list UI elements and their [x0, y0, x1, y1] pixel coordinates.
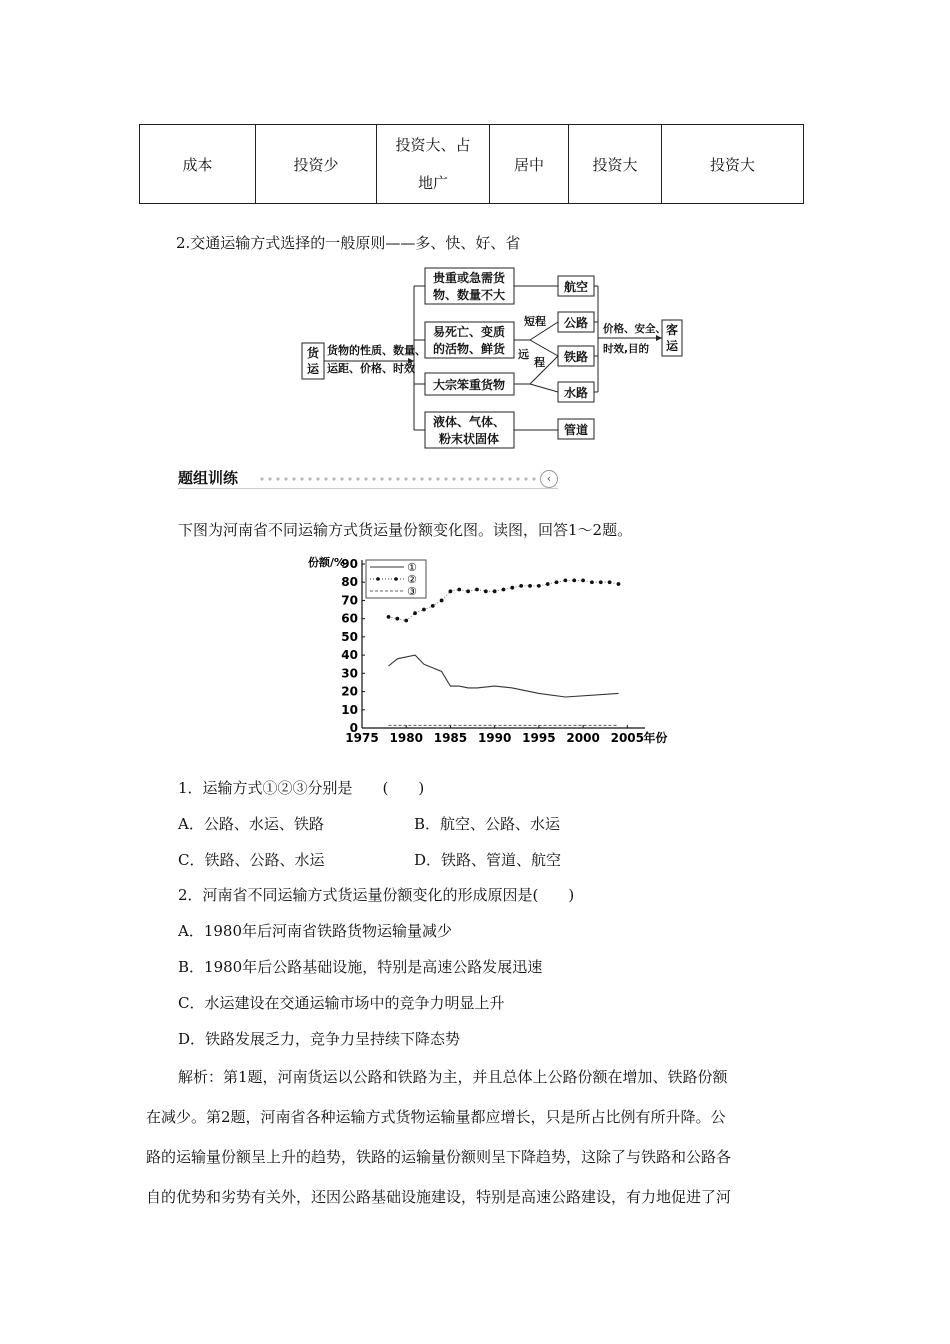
- x-tick-label: 1995: [522, 731, 556, 745]
- mode-label: 铁路: [563, 350, 589, 364]
- series-2-point: [608, 580, 612, 584]
- series-2-point: [617, 582, 621, 586]
- section-underline: [178, 488, 558, 489]
- series-2-point: [546, 582, 550, 586]
- mode-label: 管道: [563, 423, 589, 437]
- analysis-line: 在减少。第2题，河南省各种运输方式货物运输量都应增长，只是所占比例有所升降。公: [146, 1108, 726, 1126]
- goods-label: 物、数量不大: [432, 288, 506, 302]
- table-cell: 投资少: [256, 125, 377, 204]
- table-cell-line: 投资大、占: [395, 136, 471, 154]
- principle-heading: 2.交通运输方式选择的一般原则——多、快、好、省: [176, 234, 521, 252]
- y-tick-label: 30: [341, 666, 358, 681]
- table-cell: 投资大: [662, 125, 804, 204]
- table-cell-line: 地广: [417, 174, 448, 192]
- series-2-point: [493, 589, 497, 593]
- table-cell: 居中: [490, 125, 569, 204]
- q1-option-b[interactable]: B．航空、公路、水运: [414, 815, 561, 833]
- series-line-1: [389, 655, 619, 697]
- start-label: 货: [306, 346, 320, 360]
- series-2-point: [537, 584, 541, 588]
- long-distance-label: 远: [518, 348, 529, 361]
- series-2-point: [590, 580, 594, 584]
- short-distance-label: 短程: [524, 315, 546, 328]
- factor-label: 货物的性质、数量、: [327, 344, 426, 357]
- legend-marker: [394, 577, 398, 581]
- q1-option-c[interactable]: C．铁路、公路、水运: [178, 851, 325, 869]
- criteria-label: 价格、安全、: [603, 323, 666, 335]
- q2-option-a[interactable]: A．1980年后河南省铁路货物运输量减少: [178, 922, 453, 940]
- y-tick-label: 70: [341, 593, 358, 608]
- series-2-point: [413, 611, 417, 615]
- series-2-point: [484, 589, 488, 593]
- goods-label: 大宗笨重货物: [432, 378, 506, 392]
- y-tick-label: 20: [341, 684, 358, 699]
- series-2-point: [528, 584, 532, 588]
- q2-option-d[interactable]: D．铁路发展乏力，竞争力呈持续下降态势: [178, 1030, 461, 1048]
- x-tick-label: 2000: [566, 731, 600, 745]
- question-2: 2．河南省不同运输方式货运量份额变化的形成原因是( ): [178, 886, 575, 904]
- series-2-point: [581, 579, 585, 583]
- y-tick-label: 10: [341, 702, 358, 717]
- series-2-point: [519, 584, 523, 588]
- table-cell: 投资大: [569, 125, 662, 204]
- start-label: 运: [306, 362, 320, 376]
- x-tick-label: 1980: [389, 731, 423, 745]
- legend-label: ①: [407, 561, 417, 574]
- q2-option-c[interactable]: C．水运建设在交通运输市场中的竞争力明显上升: [178, 994, 505, 1012]
- series-2-point: [387, 615, 391, 619]
- legend-label: ③: [407, 585, 417, 598]
- chevron-left-icon[interactable]: ‹: [540, 470, 558, 488]
- series-2-point: [449, 589, 453, 593]
- analysis-line: 解析：第1题，河南货运以公路和铁路为主，并且总体上公路份额在增加、铁路份额: [178, 1068, 728, 1086]
- goods-label: 的活物、鲜货: [432, 342, 506, 356]
- y-tick-label: 60: [341, 611, 358, 626]
- q1-option-a[interactable]: A．公路、水运、铁路: [178, 815, 324, 833]
- y-tick-label: 40: [341, 648, 358, 663]
- x-tick-label: 1985: [433, 731, 468, 745]
- factor-label: 运距、价格、时效: [327, 362, 415, 375]
- series-2-point: [564, 579, 568, 583]
- x-tick-label: 2005: [610, 731, 645, 745]
- end-label: 客: [665, 323, 679, 337]
- legend-marker: [376, 577, 380, 581]
- series-2-point: [510, 586, 514, 590]
- goods-label: 贵重或急需货: [432, 271, 506, 285]
- chart-legend: [366, 560, 426, 598]
- legend-label: ②: [407, 573, 417, 586]
- criteria-label: 时效,目的: [603, 343, 649, 355]
- y-tick-label: 80: [341, 575, 358, 590]
- mode-label: 水路: [563, 386, 589, 400]
- series-2-point: [555, 580, 559, 584]
- y-tick-label: 0: [349, 721, 358, 735]
- series-2-point: [457, 588, 461, 592]
- x-tick-label: 1990: [477, 731, 512, 745]
- analysis-line: 自的优势和劣势有关外，还因公路基础设施建设，特别是高速公路建设，有力地促进了河: [146, 1188, 732, 1206]
- mode-label: 航空: [563, 280, 589, 294]
- end-label: 运: [665, 339, 679, 353]
- series-2-point: [440, 599, 444, 603]
- long-distance-label: 程: [534, 356, 545, 369]
- mode-label: 公路: [563, 316, 589, 330]
- series-2-point: [395, 617, 399, 621]
- x-tick-label: 1975: [345, 731, 379, 745]
- series-2-point: [431, 604, 435, 608]
- series-2-point: [404, 619, 408, 623]
- q1-option-d[interactable]: D．铁路、管道、航空: [414, 851, 562, 869]
- series-2-point: [599, 580, 603, 584]
- goods-label: 粉末状固体: [438, 432, 500, 446]
- y-tick-label: 90: [341, 557, 358, 571]
- x-axis-label: 年份: [643, 731, 668, 745]
- transport-choice-diagram: [0, 0, 950, 460]
- arrow-head-icon: [656, 335, 662, 341]
- series-2-point: [502, 588, 506, 592]
- series-2-point: [475, 588, 479, 592]
- q2-option-b[interactable]: B．1980年后公路基础设施，特别是高速公路发展迅速: [178, 958, 543, 976]
- share-chart: [300, 550, 700, 755]
- y-tick-label: 50: [341, 629, 358, 644]
- intro-text: 下图为河南省不同运输方式货运量份额变化图。读图，回答1～2题。: [178, 521, 633, 539]
- series-2-point: [422, 608, 426, 612]
- question-1: 1．运输方式①②③分别是 ( ): [178, 779, 425, 797]
- y-axis-label: 份额/%: [308, 556, 346, 569]
- section-title: 题组训练: [178, 469, 239, 487]
- analysis-line: 路的运输量份额呈上升的趋势，铁路的运输量份额则呈下降趋势，这除了与铁路和公路各: [146, 1148, 732, 1166]
- goods-label: 液体、气体、: [432, 415, 506, 429]
- section-divider: [258, 476, 536, 482]
- table-cell: 成本: [140, 125, 256, 204]
- series-2-point: [466, 589, 470, 593]
- series-2-point: [572, 579, 576, 583]
- goods-label: 易死亡、变质: [432, 325, 506, 339]
